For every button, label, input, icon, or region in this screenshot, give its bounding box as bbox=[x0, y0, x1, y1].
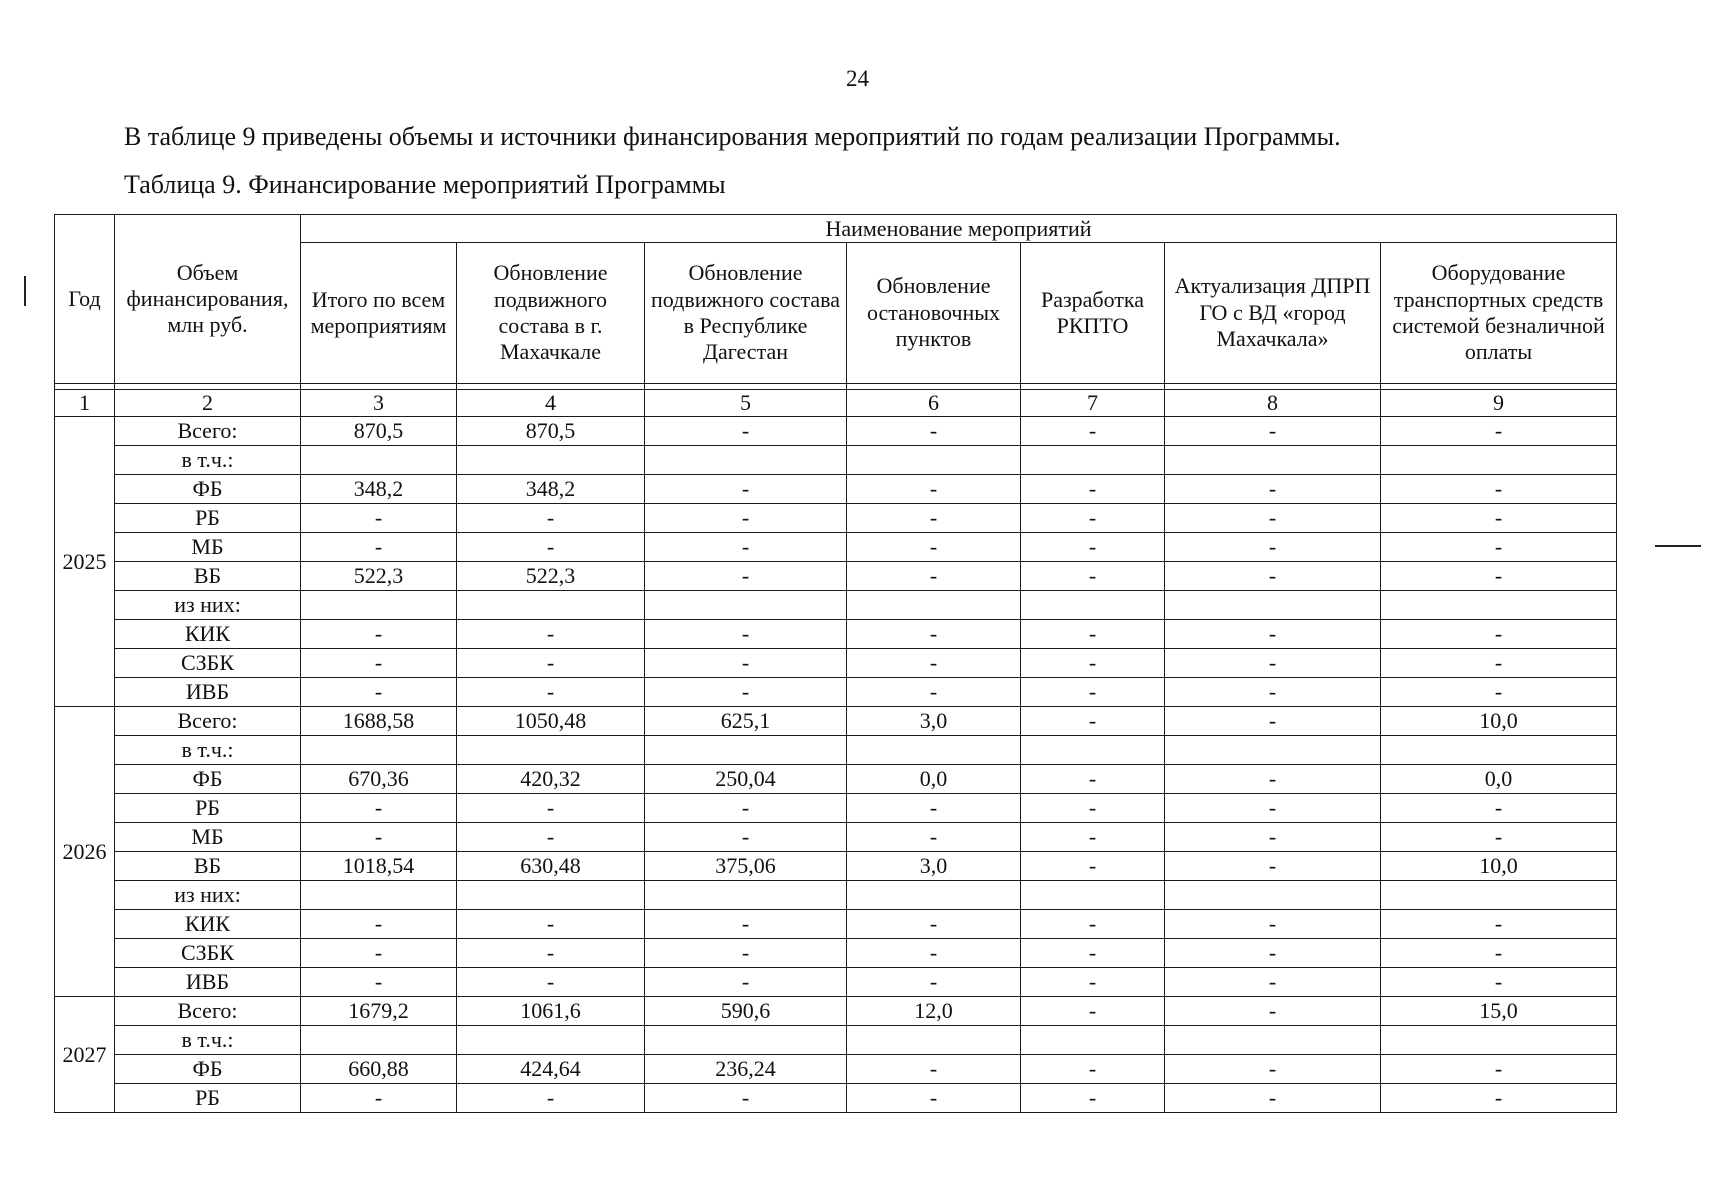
value-cell: - bbox=[847, 1055, 1021, 1084]
value-cell: - bbox=[645, 533, 847, 562]
table-row bbox=[55, 649, 1617, 678]
value-cell bbox=[1381, 736, 1617, 765]
value-cell bbox=[847, 591, 1021, 620]
value-cell: 1050,48 bbox=[457, 707, 645, 736]
value-cell: - bbox=[1381, 475, 1617, 504]
table-row bbox=[55, 562, 1617, 591]
funding-source-label: Всего: bbox=[115, 417, 301, 446]
header-col-4: Обновление подвижного состава в г. Махачкале bbox=[457, 243, 645, 384]
value-cell bbox=[1021, 1026, 1165, 1055]
year-cell: 2027 bbox=[55, 997, 115, 1113]
value-cell: - bbox=[1381, 968, 1617, 997]
value-cell: - bbox=[1381, 794, 1617, 823]
value-cell: - bbox=[1021, 910, 1165, 939]
value-cell: - bbox=[457, 533, 645, 562]
value-cell: 660,88 bbox=[301, 1055, 457, 1084]
value-cell: - bbox=[1165, 794, 1381, 823]
value-cell: - bbox=[1381, 678, 1617, 707]
value-cell: - bbox=[1165, 1055, 1381, 1084]
value-cell: - bbox=[1165, 562, 1381, 591]
table-row bbox=[55, 823, 1617, 852]
value-cell: - bbox=[1021, 649, 1165, 678]
header-col-7: Разработка РКПТО bbox=[1021, 243, 1165, 384]
table-row bbox=[55, 910, 1617, 939]
column-number: 5 bbox=[645, 390, 847, 417]
funding-source-label: ФБ bbox=[115, 475, 301, 504]
value-cell: - bbox=[1021, 765, 1165, 794]
value-cell: - bbox=[1021, 823, 1165, 852]
value-cell: - bbox=[1165, 678, 1381, 707]
value-cell bbox=[301, 736, 457, 765]
header-group: Наименование мероприятий bbox=[301, 215, 1617, 243]
value-cell: - bbox=[847, 823, 1021, 852]
table-row bbox=[55, 620, 1617, 649]
value-cell: - bbox=[301, 504, 457, 533]
value-cell: - bbox=[1021, 939, 1165, 968]
value-cell bbox=[645, 591, 847, 620]
value-cell bbox=[457, 736, 645, 765]
value-cell: - bbox=[1021, 475, 1165, 504]
funding-source-label: Всего: bbox=[115, 997, 301, 1026]
value-cell: - bbox=[1381, 504, 1617, 533]
value-cell: - bbox=[1165, 968, 1381, 997]
value-cell: - bbox=[645, 649, 847, 678]
funding-source-label: в т.ч.: bbox=[115, 1026, 301, 1055]
value-cell: 870,5 bbox=[301, 417, 457, 446]
value-cell: 236,24 bbox=[645, 1055, 847, 1084]
table-row bbox=[55, 852, 1617, 881]
value-cell bbox=[847, 736, 1021, 765]
value-cell: - bbox=[1021, 852, 1165, 881]
value-cell bbox=[645, 736, 847, 765]
funding-source-label: МБ bbox=[115, 533, 301, 562]
value-cell: - bbox=[1021, 533, 1165, 562]
value-cell: - bbox=[301, 533, 457, 562]
table-row bbox=[55, 504, 1617, 533]
table-row bbox=[55, 1084, 1617, 1113]
value-cell: - bbox=[301, 939, 457, 968]
value-cell: - bbox=[645, 562, 847, 591]
table-row bbox=[55, 881, 1617, 910]
funding-source-label: СЗБК bbox=[115, 939, 301, 968]
value-cell bbox=[1021, 736, 1165, 765]
value-cell bbox=[847, 446, 1021, 475]
value-cell: 348,2 bbox=[457, 475, 645, 504]
value-cell: - bbox=[301, 910, 457, 939]
value-cell: - bbox=[847, 939, 1021, 968]
value-cell: 3,0 bbox=[847, 852, 1021, 881]
value-cell: - bbox=[1021, 678, 1165, 707]
header-col-8: Актуализация ДПРП ГО с ВД «город Махачкала» bbox=[1165, 243, 1381, 384]
value-cell: - bbox=[645, 968, 847, 997]
value-cell: - bbox=[457, 649, 645, 678]
table-row bbox=[55, 794, 1617, 823]
value-cell: 250,04 bbox=[645, 765, 847, 794]
column-number: 7 bbox=[1021, 390, 1165, 417]
value-cell: - bbox=[645, 910, 847, 939]
value-cell: 15,0 bbox=[1381, 997, 1617, 1026]
table-row bbox=[55, 591, 1617, 620]
value-cell: 630,48 bbox=[457, 852, 645, 881]
value-cell: - bbox=[847, 504, 1021, 533]
value-cell: - bbox=[1381, 562, 1617, 591]
value-cell: - bbox=[645, 417, 847, 446]
value-cell: - bbox=[301, 649, 457, 678]
value-cell bbox=[1381, 591, 1617, 620]
value-cell: - bbox=[1381, 1084, 1617, 1113]
table-row bbox=[55, 707, 1617, 736]
year-cell: 2025 bbox=[55, 417, 115, 707]
value-cell: 0,0 bbox=[1381, 765, 1617, 794]
value-cell: - bbox=[847, 1084, 1021, 1113]
value-cell: - bbox=[1381, 649, 1617, 678]
column-number: 1 bbox=[55, 390, 115, 417]
value-cell: - bbox=[847, 533, 1021, 562]
value-cell: - bbox=[847, 910, 1021, 939]
value-cell bbox=[645, 881, 847, 910]
value-cell: - bbox=[1021, 997, 1165, 1026]
funding-source-label: КИК bbox=[115, 620, 301, 649]
column-number-row bbox=[55, 390, 1617, 417]
value-cell: 0,0 bbox=[847, 765, 1021, 794]
value-cell bbox=[847, 881, 1021, 910]
value-cell: - bbox=[457, 620, 645, 649]
value-cell: 1061,6 bbox=[457, 997, 645, 1026]
value-cell: - bbox=[1381, 910, 1617, 939]
margin-mark-right bbox=[1655, 545, 1701, 547]
header-year: Год bbox=[55, 215, 115, 384]
value-cell: 1688,58 bbox=[301, 707, 457, 736]
funding-source-label: ВБ bbox=[115, 852, 301, 881]
value-cell: - bbox=[1165, 997, 1381, 1026]
value-cell: - bbox=[457, 823, 645, 852]
header-volume: Объем финансирования, млн руб. bbox=[115, 215, 301, 384]
value-cell: - bbox=[1381, 1055, 1617, 1084]
value-cell: - bbox=[301, 823, 457, 852]
table-row bbox=[55, 736, 1617, 765]
value-cell bbox=[1021, 446, 1165, 475]
column-number: 8 bbox=[1165, 390, 1381, 417]
column-number: 2 bbox=[115, 390, 301, 417]
funding-source-label: Всего: bbox=[115, 707, 301, 736]
value-cell: - bbox=[645, 823, 847, 852]
value-cell: - bbox=[301, 678, 457, 707]
funding-source-label: СЗБК bbox=[115, 649, 301, 678]
value-cell bbox=[1165, 591, 1381, 620]
value-cell: 522,3 bbox=[457, 562, 645, 591]
value-cell: - bbox=[1165, 475, 1381, 504]
table-row bbox=[55, 939, 1617, 968]
value-cell: - bbox=[457, 910, 645, 939]
value-cell: 625,1 bbox=[645, 707, 847, 736]
value-cell bbox=[1381, 881, 1617, 910]
funding-source-label: РБ bbox=[115, 504, 301, 533]
value-cell: - bbox=[457, 504, 645, 533]
funding-source-label: в т.ч.: bbox=[115, 736, 301, 765]
value-cell: - bbox=[1021, 707, 1165, 736]
value-cell: - bbox=[1165, 939, 1381, 968]
value-cell: - bbox=[645, 504, 847, 533]
column-number: 4 bbox=[457, 390, 645, 417]
value-cell: - bbox=[847, 968, 1021, 997]
value-cell: - bbox=[1165, 1084, 1381, 1113]
value-cell: - bbox=[847, 794, 1021, 823]
value-cell: - bbox=[1381, 939, 1617, 968]
table-row bbox=[55, 533, 1617, 562]
value-cell: 10,0 bbox=[1381, 852, 1617, 881]
value-cell: - bbox=[645, 620, 847, 649]
value-cell: - bbox=[1021, 968, 1165, 997]
margin-mark-left bbox=[24, 276, 26, 306]
value-cell bbox=[1165, 1026, 1381, 1055]
value-cell: - bbox=[645, 939, 847, 968]
value-cell: - bbox=[1021, 620, 1165, 649]
table-row bbox=[55, 678, 1617, 707]
funding-source-label: КИК bbox=[115, 910, 301, 939]
value-cell bbox=[457, 446, 645, 475]
table-caption: Таблица 9. Финансирование мероприятий Программы bbox=[124, 170, 726, 199]
value-cell bbox=[1165, 881, 1381, 910]
value-cell: - bbox=[1381, 417, 1617, 446]
table-header bbox=[55, 215, 1617, 417]
value-cell: 12,0 bbox=[847, 997, 1021, 1026]
value-cell bbox=[1021, 591, 1165, 620]
table-row bbox=[55, 968, 1617, 997]
value-cell bbox=[1021, 881, 1165, 910]
funding-source-label: ФБ bbox=[115, 1055, 301, 1084]
value-cell: - bbox=[1021, 1084, 1165, 1113]
value-cell: - bbox=[301, 1084, 457, 1113]
value-cell: - bbox=[1165, 417, 1381, 446]
value-cell: - bbox=[847, 649, 1021, 678]
value-cell bbox=[301, 1026, 457, 1055]
header-col-5: Обновление подвижного состава в Республике Дагестан bbox=[645, 243, 847, 384]
value-cell: - bbox=[457, 968, 645, 997]
value-cell: 870,5 bbox=[457, 417, 645, 446]
column-number: 9 bbox=[1381, 390, 1617, 417]
value-cell: - bbox=[457, 678, 645, 707]
value-cell: - bbox=[301, 968, 457, 997]
column-number: 6 bbox=[847, 390, 1021, 417]
table-row bbox=[55, 1055, 1617, 1084]
value-cell: - bbox=[847, 417, 1021, 446]
value-cell bbox=[847, 1026, 1021, 1055]
value-cell: - bbox=[1165, 823, 1381, 852]
table-row bbox=[55, 765, 1617, 794]
intro-paragraph: В таблице 9 приведены объемы и источники финансирования мероприятий по годам реализации Программы. bbox=[124, 122, 1341, 151]
value-cell: 1679,2 bbox=[301, 997, 457, 1026]
value-cell bbox=[1165, 736, 1381, 765]
value-cell: - bbox=[645, 794, 847, 823]
value-cell bbox=[645, 1026, 847, 1055]
value-cell: 1018,54 bbox=[301, 852, 457, 881]
year-cell: 2026 bbox=[55, 707, 115, 997]
value-cell: - bbox=[1165, 620, 1381, 649]
value-cell: - bbox=[1165, 910, 1381, 939]
value-cell: - bbox=[847, 562, 1021, 591]
funding-source-label: ИВБ bbox=[115, 968, 301, 997]
funding-source-label: МБ bbox=[115, 823, 301, 852]
funding-source-label: из них: bbox=[115, 881, 301, 910]
value-cell: 420,32 bbox=[457, 765, 645, 794]
table-row bbox=[55, 446, 1617, 475]
value-cell bbox=[457, 881, 645, 910]
value-cell: - bbox=[1165, 852, 1381, 881]
value-cell: - bbox=[1165, 649, 1381, 678]
value-cell bbox=[457, 591, 645, 620]
value-cell: - bbox=[1381, 823, 1617, 852]
value-cell: - bbox=[847, 678, 1021, 707]
page-number: 24 bbox=[846, 66, 869, 91]
value-cell: - bbox=[645, 1084, 847, 1113]
value-cell bbox=[301, 446, 457, 475]
value-cell: 375,06 bbox=[645, 852, 847, 881]
value-cell: 348,2 bbox=[301, 475, 457, 504]
financing-table bbox=[54, 214, 1617, 1113]
value-cell bbox=[1381, 446, 1617, 475]
column-number: 3 bbox=[301, 390, 457, 417]
value-cell: - bbox=[1381, 533, 1617, 562]
value-cell: 424,64 bbox=[457, 1055, 645, 1084]
value-cell bbox=[645, 446, 847, 475]
value-cell: - bbox=[1381, 620, 1617, 649]
value-cell: - bbox=[301, 620, 457, 649]
value-cell: 522,3 bbox=[301, 562, 457, 591]
value-cell: - bbox=[457, 1084, 645, 1113]
header-col-9: Оборудование транспортных средств системой безналичной оплаты bbox=[1381, 243, 1617, 384]
funding-source-label: ФБ bbox=[115, 765, 301, 794]
table-row bbox=[55, 997, 1617, 1026]
value-cell: - bbox=[457, 794, 645, 823]
funding-source-label: ИВБ bbox=[115, 678, 301, 707]
value-cell: 590,6 bbox=[645, 997, 847, 1026]
table-row bbox=[55, 1026, 1617, 1055]
value-cell: - bbox=[1165, 707, 1381, 736]
value-cell: - bbox=[1021, 504, 1165, 533]
value-cell: - bbox=[1165, 504, 1381, 533]
table-row bbox=[55, 475, 1617, 504]
value-cell: 10,0 bbox=[1381, 707, 1617, 736]
value-cell bbox=[457, 1026, 645, 1055]
table-row bbox=[55, 417, 1617, 446]
funding-source-label: РБ bbox=[115, 794, 301, 823]
value-cell: 670,36 bbox=[301, 765, 457, 794]
value-cell bbox=[1165, 446, 1381, 475]
funding-source-label: из них: bbox=[115, 591, 301, 620]
value-cell: - bbox=[301, 794, 457, 823]
value-cell: - bbox=[1021, 794, 1165, 823]
table-body bbox=[55, 417, 1617, 1113]
value-cell: - bbox=[457, 939, 645, 968]
value-cell: - bbox=[645, 475, 847, 504]
value-cell: - bbox=[1021, 417, 1165, 446]
value-cell: - bbox=[1021, 562, 1165, 591]
value-cell: - bbox=[1165, 533, 1381, 562]
value-cell: - bbox=[1165, 765, 1381, 794]
funding-source-label: в т.ч.: bbox=[115, 446, 301, 475]
header-col-6: Обновление остановочных пунктов bbox=[847, 243, 1021, 384]
value-cell: 3,0 bbox=[847, 707, 1021, 736]
value-cell: - bbox=[847, 620, 1021, 649]
value-cell: - bbox=[1021, 1055, 1165, 1084]
value-cell bbox=[301, 881, 457, 910]
header-col-3: Итого по всем мероприятиям bbox=[301, 243, 457, 384]
value-cell: - bbox=[847, 475, 1021, 504]
funding-source-label: РБ bbox=[115, 1084, 301, 1113]
value-cell bbox=[1381, 1026, 1617, 1055]
funding-source-label: ВБ bbox=[115, 562, 301, 591]
value-cell: - bbox=[645, 678, 847, 707]
value-cell bbox=[301, 591, 457, 620]
